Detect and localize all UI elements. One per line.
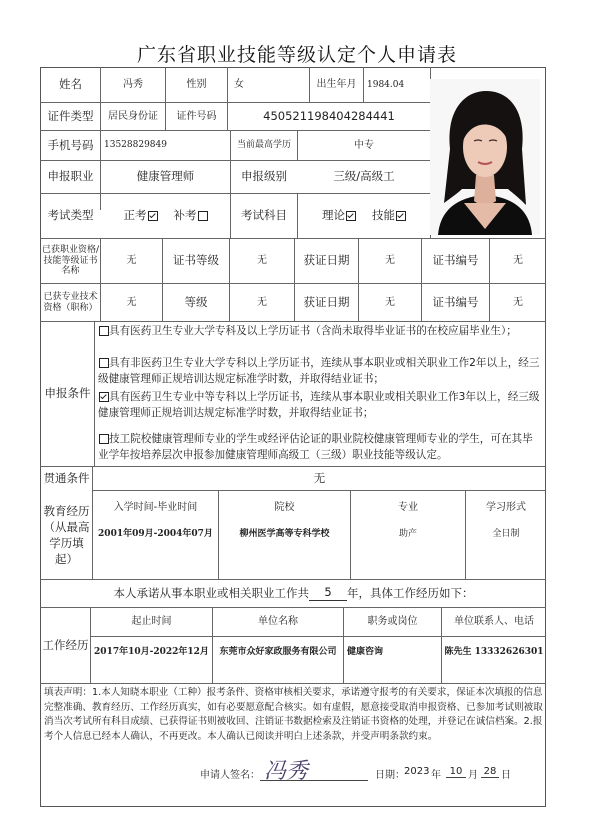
through-label: 贯通条件 (43, 470, 90, 485)
condition-4-text: 技工院校健康管理师专业的学生或经评估论证的职业院校健康管理师专业的学生，可在其毕业学年按培养层次申报参加健康管理师高级工（三级）职业技能等级认定。 (98, 433, 533, 461)
work-header-position: 职务或岗位 (367, 616, 418, 627)
exam-makeup-label: 补考 (173, 208, 197, 223)
date-day: 28 (481, 766, 499, 778)
signature-handwriting: 冯秀 (264, 759, 309, 784)
subject-skill-checkbox[interactable] (396, 211, 406, 221)
signature-label: 申请人签名： (200, 770, 260, 781)
cert-date-label: 获证日期 (303, 253, 350, 268)
work-header-company: 单位名称 (258, 616, 298, 627)
condition-3 (98, 390, 542, 421)
id-type-label: 证件类型 (47, 108, 94, 123)
cert-number-value: 无 (513, 255, 523, 266)
edu-header-period: 入学时间-毕业时间 (113, 501, 198, 513)
edu-header-major: 专业 (398, 501, 418, 513)
level-value: 三级/高级工 (333, 169, 395, 184)
work-row-contact: 陈先生 13332626301 (444, 646, 544, 657)
professional-title-value: 无 (126, 296, 137, 308)
cert-date-value: 无 (385, 255, 395, 266)
edu-row-period: 2001年09月-2004年07月 (98, 528, 213, 539)
edu-header-school: 院校 (274, 501, 295, 513)
cert-number-label: 证书编号 (432, 253, 479, 268)
condition-2 (98, 356, 542, 387)
condition-2-text: 具有非医药卫生专业大学专科以上学历证书，连续从事本职业或相关职业工作2年以上，经三级健康管理师正规培训达规定标准学时数，并取得结业证书； (98, 357, 540, 385)
cert-level-label: 证书等级 (173, 253, 219, 268)
work-commitment (41, 580, 546, 607)
work-label: 工作经历 (42, 637, 89, 652)
subject-theory-checkbox[interactable] (346, 211, 356, 221)
education-level-value: 中专 (354, 139, 374, 151)
subject-skill-label: 技能 (372, 208, 395, 223)
title-number-value: 无 (513, 296, 523, 308)
name-label: 姓名 (59, 77, 82, 92)
date-year-suffix: 年 (431, 770, 441, 781)
work-row-company: 东莞市众好家政服务有限公司 (219, 646, 337, 657)
occupation-value: 健康管理师 (136, 169, 195, 184)
qualification-cert-label: 已获职业资格/技能等级证书名称 (41, 244, 100, 277)
subject-theory-label: 理论 (322, 208, 345, 223)
id-type-value: 居民身份证 (108, 110, 158, 122)
exam-makeup-checkbox[interactable] (198, 211, 208, 221)
condition-1-checkbox[interactable] (99, 326, 109, 336)
condition-1 (98, 324, 542, 340)
work-row-position: 健康咨询 (347, 646, 384, 657)
commitment-prefix: 本人承诺从事本职业或相关职业工作共 (113, 585, 309, 600)
exam-regular-label: 正考 (123, 208, 147, 223)
through-value: 无 (313, 470, 326, 485)
commitment-years: 5 (309, 586, 347, 601)
exam-type-options (101, 194, 230, 238)
signature-area (200, 758, 545, 788)
edu-row-mode: 全日制 (492, 528, 520, 539)
phone-label: 手机号码 (47, 137, 94, 152)
occupation-label: 申报职业 (47, 169, 94, 184)
qualification-cert-value: 无 (126, 255, 137, 266)
date-month-suffix: 月 (468, 770, 478, 781)
condition-4-checkbox[interactable] (99, 434, 109, 444)
education-level-label: 当前最高学历 (236, 140, 291, 151)
condition-3-checkbox[interactable] (99, 392, 109, 402)
birth-value: 1984.04 (367, 79, 405, 90)
phone-value: 13528829849 (104, 140, 167, 151)
condition-1-text: 具有医药卫生专业大学专科及以上学历证书（含尚未取得毕业证书的在校应届毕业生）； (109, 325, 517, 337)
edu-row-major: 助产 (398, 528, 417, 539)
gender-label: 性别 (186, 79, 207, 90)
declaration-text: 填表声明：1.本人知晓本职业（工种）报考条件、资格审核相关要求，承诺遵守报考的有关要求，保证本次填报的信息完整准确、教育经历、工作经历真实，如有必要愿意配合核实。如有虚假，愿意接受取消申报资格、已参加考试则被取消当次考试所有科目成绩、已获得证书则被收回、注销证书数据检索及注销证书资格的处理，并登记在诚信档案。2.报考个人信息已经本人确认，不再更改。本人确认已阅读并明白上述条款，并受声明条款约束。 (44, 687, 543, 742)
conditions-label: 申报条件 (44, 386, 91, 401)
condition-2-checkbox[interactable] (99, 358, 109, 368)
work-row-period: 2017年10月-2022年12月 (94, 646, 209, 657)
form-title: 广东省职业技能等级认定个人申请表 (136, 44, 457, 66)
title-date-value: 无 (385, 296, 395, 308)
exam-subject-label: 考试科目 (241, 208, 287, 223)
commitment-suffix: 年，具体工作经历如下： (347, 585, 474, 600)
title-number-label: 证书编号 (432, 294, 479, 309)
name-value: 冯秀 (123, 79, 143, 90)
id-number-label: 证件号码 (176, 110, 217, 122)
work-header-contact: 单位联系人、电话 (454, 616, 534, 627)
birth-label: 出生年月 (316, 79, 357, 90)
title-level-value: 无 (257, 296, 267, 308)
edu-row-school: 柳州医学高等专科学校 (239, 528, 330, 539)
exam-type-label: 考试类型 (47, 208, 94, 223)
date-year: 2023 (404, 766, 430, 777)
applicant-photo (430, 79, 540, 235)
title-date-label: 获证日期 (303, 294, 350, 309)
date-month: 10 (446, 766, 466, 778)
id-number-value: 450521198404284441 (263, 108, 395, 123)
exam-regular-checkbox[interactable] (148, 211, 158, 221)
professional-title-label: 已获专业技术资格（职称） (43, 291, 98, 313)
cert-level-value: 无 (257, 255, 267, 266)
edu-header-mode: 学习形式 (486, 501, 526, 513)
condition-4 (98, 432, 542, 463)
education-label: 教育经历（从最高学历填起） (43, 503, 90, 567)
gender-value: 女 (234, 79, 244, 90)
work-header-period: 起止时间 (131, 616, 172, 627)
portrait-image (430, 79, 540, 235)
title-level-label: 等级 (184, 294, 208, 309)
level-label: 申报级别 (241, 169, 287, 184)
exam-subject-options (298, 194, 430, 238)
condition-3-text: 具有医药卫生专业中等专科以上学历证书，连续从事本职业或相关职业工作3年以上，经三级健康管理师正规培训达规定标准学时数，并取得结业证书； (98, 391, 540, 419)
date-label: 日期： (375, 770, 405, 781)
date-day-suffix: 日 (501, 770, 511, 781)
